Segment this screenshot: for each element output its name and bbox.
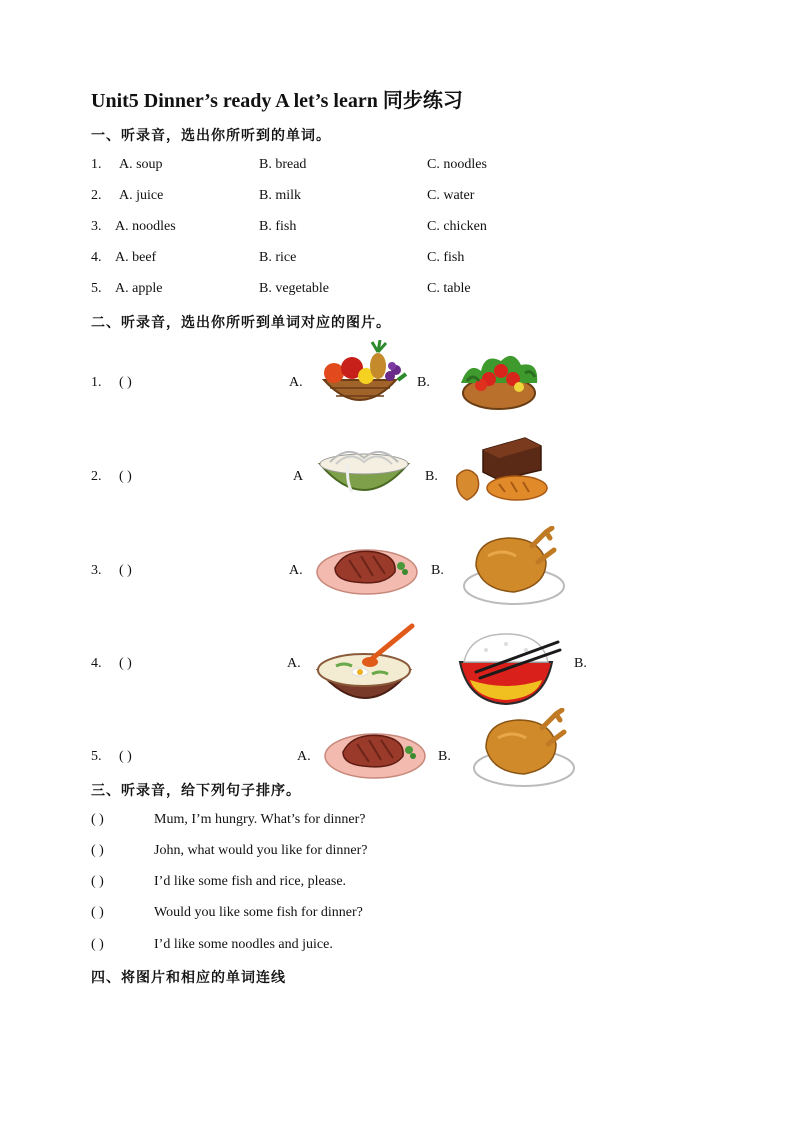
s3-sentence: John, what would you like for dinner? xyxy=(154,843,368,858)
s1-option-b: B. milk xyxy=(259,188,302,203)
s3-answer-blank: ( ) xyxy=(91,843,104,858)
s1-option-a: A. beef xyxy=(115,250,157,265)
s2-answer-blank: ( ) xyxy=(119,563,132,578)
rice-bowl-image xyxy=(456,628,562,708)
s2-num: 1. xyxy=(91,375,102,390)
soup-bowl-image xyxy=(314,622,418,704)
section3-heading: 三、听录音，给下列句子排序。 xyxy=(91,784,301,799)
s3-answer-blank: ( ) xyxy=(91,812,104,827)
s2-option-b: B. xyxy=(417,375,430,390)
s1-option-c: C. table xyxy=(427,281,471,296)
section2-heading: 二、听录音，选出你所听到单词对应的图片。 xyxy=(91,316,391,331)
s1-num: 3. xyxy=(91,219,102,234)
vegetable-salad-image xyxy=(455,343,545,413)
s2-answer-blank: ( ) xyxy=(119,656,132,671)
s1-num: 2. xyxy=(91,188,102,203)
s2-answer-blank: ( ) xyxy=(119,749,132,764)
bread-image xyxy=(453,436,549,508)
s1-option-b: B. fish xyxy=(259,219,297,234)
s3-sentence: I’d like some noodles and juice. xyxy=(154,937,333,952)
section1-heading: 一、听录音，选出你所听到的单词。 xyxy=(91,129,331,144)
s1-option-b: B. rice xyxy=(259,250,297,265)
s2-option-b: B. xyxy=(425,469,438,484)
s1-num: 4. xyxy=(91,250,102,265)
s3-answer-blank: ( ) xyxy=(91,905,104,920)
s2-option-b: B. xyxy=(438,749,451,764)
beef-steak-image xyxy=(323,722,427,782)
roast-chicken-image xyxy=(462,526,566,606)
s1-num: 1. xyxy=(91,157,102,172)
s1-option-c: C. noodles xyxy=(427,157,487,172)
s1-option-a: A. soup xyxy=(119,157,163,172)
s3-answer-blank: ( ) xyxy=(91,937,104,952)
s2-num: 5. xyxy=(91,749,102,764)
s1-option-a: A. apple xyxy=(115,281,163,296)
page-title: Unit5 Dinner’s ready A let’s learn 同步练习 xyxy=(91,90,463,112)
section4-heading: 四、将图片和相应的单词连线 xyxy=(91,971,286,986)
s2-option-b: B. xyxy=(574,656,587,671)
s1-option-b: B. bread xyxy=(259,157,307,172)
s3-answer-blank: ( ) xyxy=(91,874,104,889)
fruit-basket-image xyxy=(312,340,408,412)
s2-answer-blank: ( ) xyxy=(119,469,132,484)
s2-option-b: B. xyxy=(431,563,444,578)
s1-num: 5. xyxy=(91,281,102,296)
s3-sentence: Mum, I’m hungry. What’s for dinner? xyxy=(154,812,366,827)
noodle-bowl-image xyxy=(318,438,410,506)
s1-option-b: B. vegetable xyxy=(259,281,329,296)
s2-num: 4. xyxy=(91,656,102,671)
s3-sentence: I’d like some fish and rice, please. xyxy=(154,874,347,889)
s2-option-a: A. xyxy=(289,375,303,390)
s3-sentence: Would you like some fish for dinner? xyxy=(154,905,363,920)
s1-option-c: C. water xyxy=(427,188,475,203)
s2-option-a: A. xyxy=(287,656,301,671)
s1-option-c: C. fish xyxy=(427,250,465,265)
s1-option-a: A. juice xyxy=(119,188,164,203)
s2-option-a: A. xyxy=(297,749,311,764)
s1-option-a: A. noodles xyxy=(115,219,176,234)
roast-chicken-image xyxy=(472,708,576,788)
s2-option-a: A xyxy=(293,469,304,484)
s2-num: 3. xyxy=(91,563,102,578)
s2-num: 2. xyxy=(91,469,102,484)
beef-steak-image xyxy=(315,538,419,598)
s2-answer-blank: ( ) xyxy=(119,375,132,390)
s2-option-a: A. xyxy=(289,563,303,578)
s1-option-c: C. chicken xyxy=(427,219,487,234)
